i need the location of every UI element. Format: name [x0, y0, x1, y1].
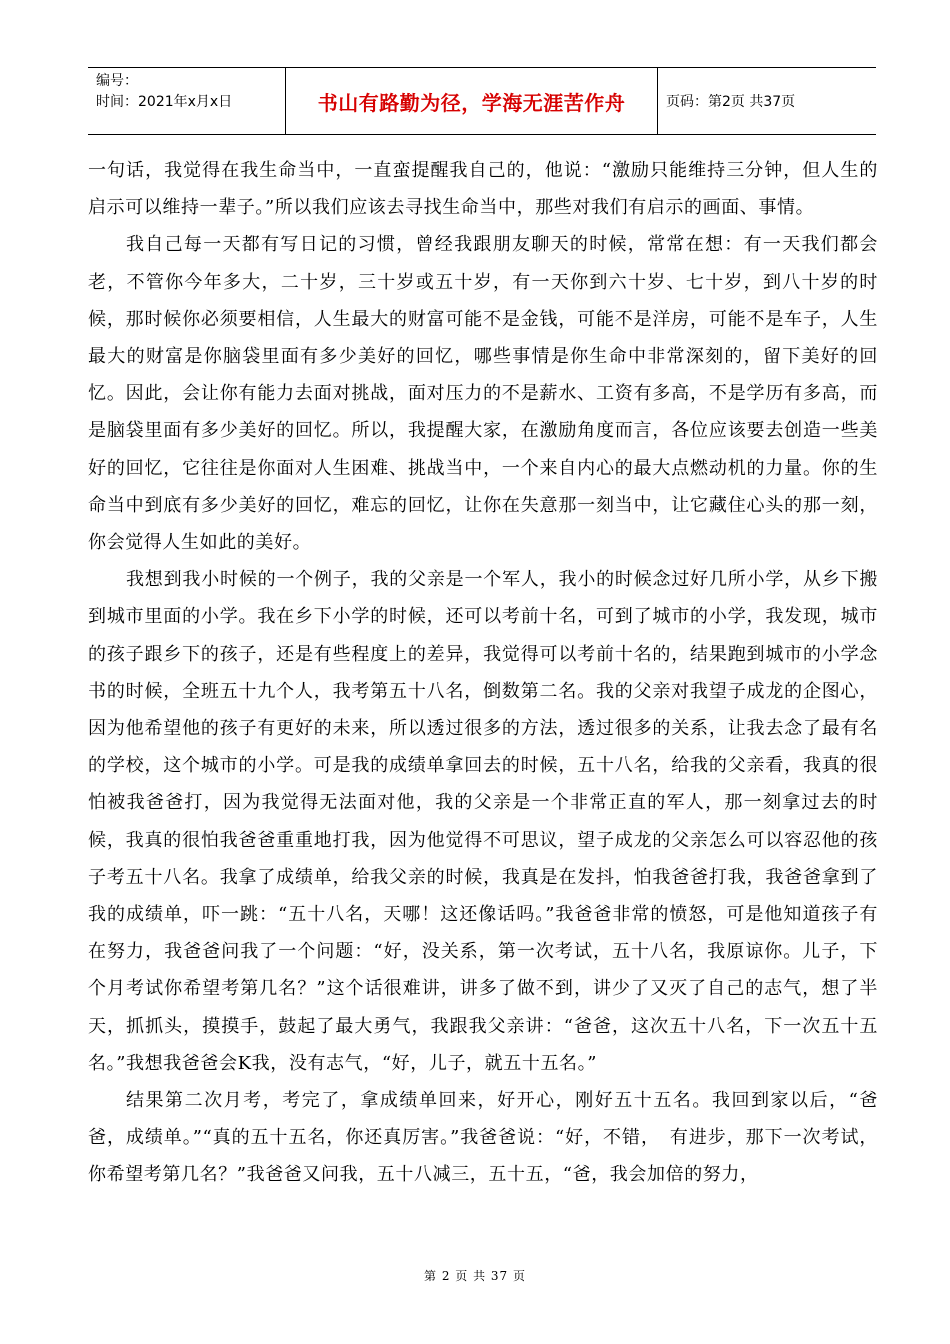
- page-footer: 第 2 页 共 37 页: [424, 1269, 526, 1283]
- document-number-label: 编号：: [96, 73, 138, 89]
- header-motto-cell: [286, 68, 658, 134]
- paragraph: 一句话，我觉得在我生命当中，一直蛮提醒我自己的，他说：“激励只能维持三分钟，但人生的启示可以维持一辈子。”所以我们应该去寻找生命当中，那些对我们有启示的画面、事情。: [88, 160, 878, 219]
- paragraph: 结果第二次月考，考完了，拿成绩单回来，好开心，刚好五十五名。我回到家以后，“爸爸，成绩单。”“真的五十五名，你还真厉害。”我爸爸说：“好，不错， 有进步，那下一次考试，你希望考第几名？”我爸爸又问我，五十八减三，五十五，“爸，我会加倍的努力，: [88, 1090, 878, 1186]
- paragraph: 我自己每一天都有写日记的习惯，曾经我跟朋友聊天的时候，常常在想：有一天我们都会老，不管你今年多大，二十岁，三十岁或五十岁，有一天你到六十岁、七十岁，到八十岁的时候，那时候你必须要相信，人生最大的财富可能不是金钱，可能不是洋房，可能不是车子，人生最大的财富是你脑袋里面有多少美好的回忆，哪些事情是你生命中非常深刻的，留下美好的回忆。因此，会让你有能力去面对挑战，面对压力的不是薪水、工资有多高，不是学历有多高，而是脑袋里面有多少美好的回忆。所以，我提醒大家，在激励角度而言，各位应该要去创造一些美好的回忆，它往往是你面对人生困难、挑战当中，一个来自内心的最大点燃动机的力量。你的生命当中到底有多少美好的回忆，难忘的回忆，让你在失意那一刻当中，让它藏住心头的那一刻，你会觉得人生如此的美好。: [88, 234, 878, 554]
- header-motto: 书山有路勤为径，学海无涯苦作舟: [317, 90, 626, 115]
- page-header: [88, 67, 876, 135]
- document-time-label: 时间：2021年x月x日: [96, 94, 233, 110]
- header-page-cell: [658, 68, 876, 134]
- document-body: [88, 152, 878, 1194]
- paragraph: 我想到我小时候的一个例子，我的父亲是一个军人，我小的时候念过好几所小学，从乡下搬到城市里面的小学。我在乡下小学的时候，还可以考前十名，可到了城市的小学，我发现，城市的孩子跟乡下的孩子，还是有些程度上的差异，我觉得可以考前十名的，结果跑到城市的小学念书的时候，全班五十九个人，我考第五十八名，倒数第二名。我的父亲对我望子成龙的企图心，因为他希望他的孩子有更好的未来，所以透过很多的方法，透过很多的关系，让我去念了最有名的学校，这个城市的小学。可是我的成绩单拿回去的时候，五十八名，给我的父亲看，我真的很怕被我爸爸打，因为我觉得无法面对他，我的父亲是一个非常正直的军人，那一刻拿过去的时候，我真的很怕我爸爸重重地打我，因为他觉得不可思议，望子成龙的父亲怎么可以容忍他的孩子考五十八名。我拿了成绩单，给我父亲的时候，我真是在发抖，怕我爸爸打我，我爸爸拿到了我的成绩单，吓一跳：“五十八名，天哪！这还像话吗。”我爸爸非常的愤怒，可是他知道孩子有在努力，我爸爸问我了一个问题：“好，没关系，第一次考试，五十八名，我原谅你。儿子，下个月考试你希望考第几名？”这个话很难讲，讲多了做不到，讲少了又灭了自己的志气，想了半天，抓抓头，摸摸手，鼓起了最大勇气，我跟我父亲讲：“爸爸，这次五十八名，下一次五十五名。”我想我爸爸会K我，没有志气，“好，儿子，就五十五名。”: [88, 569, 878, 1074]
- header-page-number: 页码：第2页 共37页: [666, 94, 796, 110]
- header-meta-cell: [88, 68, 286, 134]
